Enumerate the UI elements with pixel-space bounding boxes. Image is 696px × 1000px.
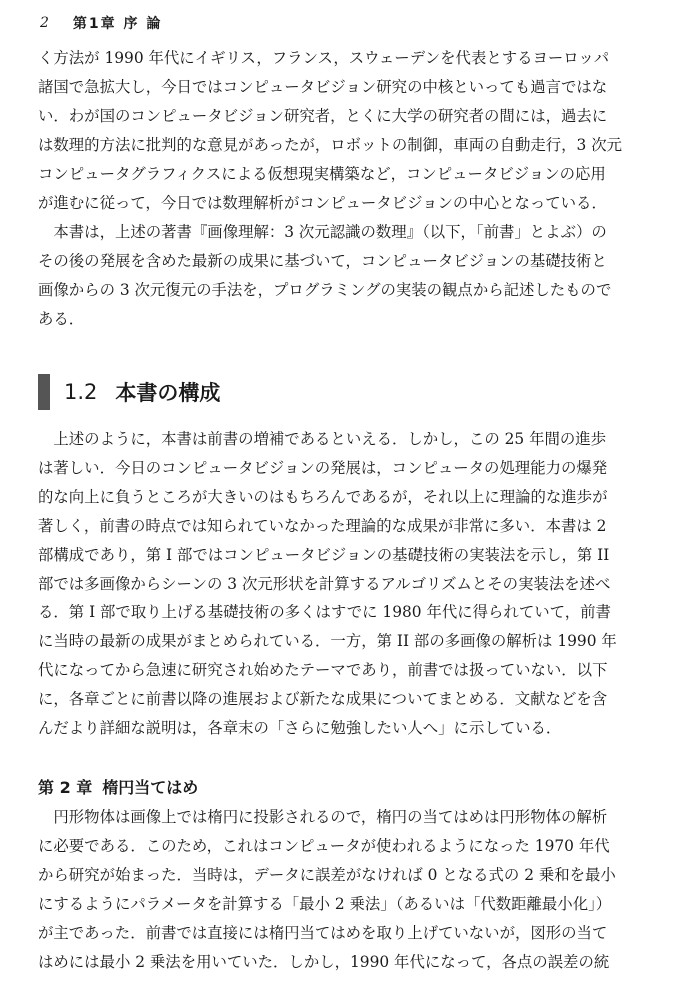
chapter-running-title: 第1章 序 論	[72, 16, 163, 32]
text-line: る．第 I 部で取り上げる基礎技術の多くはすでに 1980 年代に得られていて，前書	[38, 603, 611, 622]
page-number: 2	[40, 15, 49, 31]
section-paragraph	[38, 425, 652, 743]
chapter2-label: 第 2 章	[38, 778, 93, 797]
text-line: 代になってから急速に研究され始めたテーマであり，前書では扱っていない．以下	[38, 661, 608, 680]
text-line: は数理的方法に批判的な意見があったが，ロボットの制御，車両の自動走行，3 次元	[38, 135, 622, 154]
text-line: 円形物体は画像上では楕円に投影されるので，楕円の当てはめは円形物体の解析	[53, 808, 608, 826]
text-line: んだより詳細な説明は，各章末の「さらに勉強したい人へ」に示している．	[38, 719, 562, 738]
intro-paragraph-1	[38, 44, 652, 217]
text-line: が進むに従って，今日では数理解析がコンピュータビジョンの中心となっている．	[38, 193, 607, 212]
text-line: に当時の最新の成果がまとめられている．一方，第 II 部の多画像の解析は 1990 年	[38, 632, 617, 651]
text-line: が主であった．前書では直接には楕円当てはめを取り上げていないが，図形の当て	[38, 923, 608, 942]
text-line: い．わが国のコンピュータビジョン研究者，とくに大学の研究者の間には，過去に	[38, 106, 608, 125]
text-line: 著しく，前書の時点では知られていなかった理論的な成果が非常に多い．本書は 2	[38, 516, 607, 535]
text-line: に必要である．このため，これはコンピュータが使われるようになった 1970 年代	[38, 836, 610, 855]
text-line: く方法が 1990 年代にイギリス，フランス，スウェーデンを代表とするヨーロッパ	[38, 49, 610, 67]
text-line: から研究が始まった．当時は，データに誤差がなければ 0 となる式の 2 乗和を最小	[38, 865, 616, 884]
text-line: 画像からの 3 次元復元の手法を，プログラミングの実装の観点から記述したもので	[38, 280, 612, 299]
text-line: その後の発展を含めた最新の成果に基づいて，コンピュータビジョンの基礎技術と	[38, 251, 607, 270]
running-head	[40, 12, 162, 34]
section-title: 本書の構成	[115, 381, 221, 405]
section-heading	[38, 374, 220, 410]
section-marker-bar	[38, 374, 50, 410]
text-line: に，各章ごとに前書以降の進展および新たな成果についてまとめる．文献などを含	[38, 690, 608, 709]
text-line: 部では多画像からシーンの 3 次元形状を計算するアルゴリズムとその実装法を述べ	[38, 574, 611, 593]
text-line: 上述のように，本書は前書の増補であるといえる．しかし，この 25 年間の進歩	[53, 430, 607, 448]
text-line: 部構成であり，第 I 部ではコンピュータビジョンの基礎技術の実装法を示し，第 II	[38, 545, 610, 564]
text-line: コンピュータグラフィクスによる仮想現実構築など，コンピュータビジョンの応用	[38, 164, 606, 183]
chapter2-paragraph	[38, 803, 652, 976]
text-line: はめには最小 2 乗法を用いていた．しかし，1990 年代になって，各点の誤差の統	[38, 952, 610, 971]
text-line: は著しい．今日のコンピュータビジョンの発展は，コンピュータの処理能力の爆発	[38, 458, 608, 477]
text-line: 諸国で急拡大し，今日ではコンピュータビジョン研究の中核といっても過言ではな	[38, 77, 608, 96]
chapter2-heading	[38, 775, 198, 798]
text-line: 本書は，上述の著書『画像理解：3 次元認識の数理』（以下，「前書」とよぶ）の	[53, 223, 607, 241]
section-number: 1.2	[64, 380, 98, 404]
text-line: 的な向上に負うところが大きいのはもちろんであるが，それ以上に理論的な進歩が	[38, 487, 608, 506]
text-line: ある．	[38, 309, 85, 328]
chapter2-title: 楕円当てはめ	[102, 778, 199, 797]
text-line: にするようにパラメータを計算する「最小 2 乗法」（あるいは「代数距離最小化」）	[38, 894, 612, 913]
intro-paragraph-2	[38, 218, 652, 334]
